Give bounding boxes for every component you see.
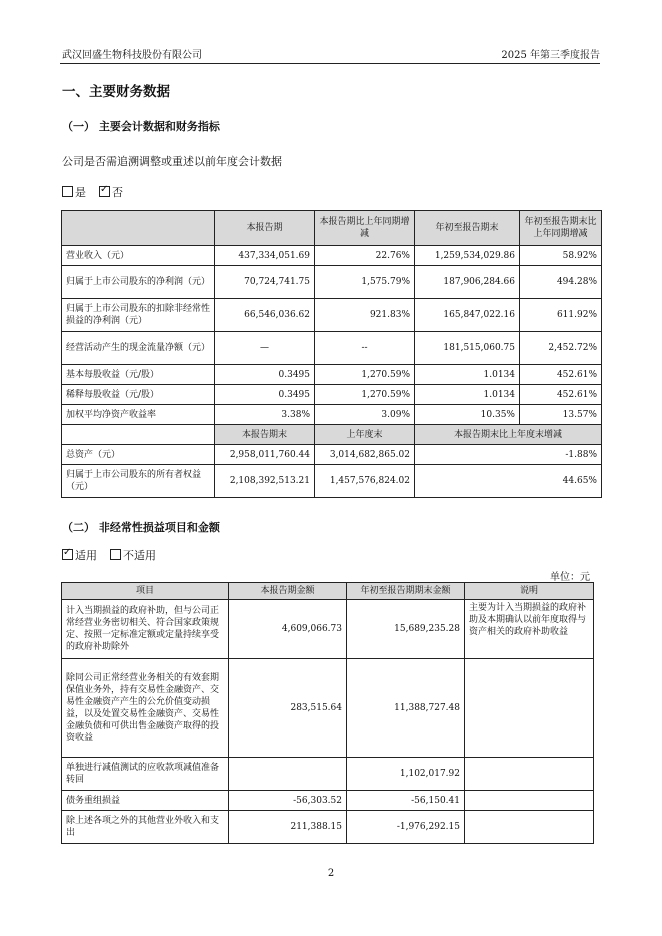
table-cell: 1.0134 [415,365,520,385]
table-header-row [62,211,602,246]
table-cell: 611.92% [520,299,602,332]
column-header [62,425,215,445]
row-label: 债务重组损益 [62,791,229,811]
table-row [62,758,594,791]
table-cell: 3.38% [215,405,315,425]
note-cell [465,811,594,844]
table-cell: 44.65% [415,465,602,498]
note-cell [465,791,594,811]
table-cell: 1,270.59% [315,385,415,405]
column-header: 年初至报告期末 [415,211,520,246]
table-row [62,246,602,266]
table-row [62,332,602,365]
table-row [62,659,594,758]
table-row [62,600,594,659]
table-cell: 2,452.72% [520,332,602,365]
table-cell: 3.09% [315,405,415,425]
table-cell [229,758,347,791]
column-header: 本报告期 [215,211,315,246]
table-cell: 2,958,011,760.44 [215,445,315,465]
table-row [62,445,602,465]
table-cell: -- [315,332,415,365]
applicable-checkbox-checked[interactable] [62,549,73,560]
header-rule [60,63,600,64]
table-row [62,266,602,299]
table-cell: 3,014,682,865.02 [315,445,415,465]
header-report-title: 2025 年第三季度报告 [501,50,600,61]
table-cell: 1,270.59% [315,365,415,385]
financial-data-table [61,210,602,498]
table-cell: 1,259,534,029.86 [415,246,520,266]
table-cell: 283,515.64 [229,659,347,758]
table-cell: — [215,332,315,365]
table-row [62,791,594,811]
header-company: 武汉回盛生物科技股份有限公司 [62,50,202,61]
table-cell: 165,847,022.16 [415,299,520,332]
table-row [62,365,602,385]
table-cell: 22.76% [315,246,415,266]
unit-label: 单位：元 [550,572,590,583]
table-cell: 15,689,235.28 [347,600,465,659]
row-label: 总资产（元） [62,445,215,465]
column-header: 年初至报告期末比上年同期增减 [520,211,602,246]
section-title: 一、主要财务数据 [62,84,170,100]
column-header: 年初至报告期期末金额 [347,583,465,600]
row-label: 除上述各项之外的其他营业外收入和支出 [62,811,229,844]
table-cell: 921.83% [315,299,415,332]
table-cell: 187,906,284.66 [415,266,520,299]
table-cell: 66,546,036.62 [215,299,315,332]
table-cell: 1,575.79% [315,266,415,299]
table-cell: -56,303.52 [229,791,347,811]
table-cell: 181,515,060.75 [415,332,520,365]
column-header: 本报告期比上年同期增减 [315,211,415,246]
table-cell: 70,724,741.75 [215,266,315,299]
applicability-options [62,547,156,563]
table-cell: 10.35% [415,405,520,425]
row-label: 归属于上市公司股东的所有者权益（元） [62,465,215,498]
column-header: 上年度末 [315,425,415,445]
subsection-1-title: （一） 主要会计数据和财务指标 [62,120,220,133]
row-label: 归属于上市公司股东的净利润（元） [62,266,215,299]
applicable-label: 适用 [75,549,97,562]
table-cell: 4,609,066.73 [229,600,347,659]
table-cell: 58.92% [520,246,602,266]
yes-checkbox[interactable] [62,186,73,197]
table-cell: 11,388,727.48 [347,659,465,758]
table-cell: -56,150.41 [347,791,465,811]
table-header-row [62,425,602,445]
row-label: 单独进行减值测试的应收款项减值准备转回 [62,758,229,791]
column-header [62,211,215,246]
column-header: 说明 [465,583,594,600]
column-header: 项目 [62,583,229,600]
subsection-2-title: （二） 非经常性损益项目和金额 [62,521,220,534]
row-label: 经营活动产生的现金流量净额（元） [62,332,215,365]
table-cell: 0.3495 [215,365,315,385]
non-recurring-items-table [61,582,594,844]
column-header: 本报告期末 [215,425,315,445]
row-label: 计入当期损益的政府补助，但与公司正常经营业务密切相关、符合国家政策规定、按照一定标准定额或定量持续享受的政府补助除外 [62,600,229,659]
table-cell: 437,334,051.69 [215,246,315,266]
restatement-question: 公司是否需追溯调整或重述以前年度会计数据 [62,155,282,168]
row-label: 除同公司正常经营业务相关的有效套期保值业务外，持有交易性金融资产、交易性金融资产产生的公允价值变动损益，以及处置交易性金融资产、交易性金融负债和可供出售金融资产取得的投资收益 [62,659,229,758]
yes-label: 是 [75,186,86,199]
table-row [62,465,602,498]
table-row [62,405,602,425]
row-label: 基本每股收益（元/股） [62,365,215,385]
note-cell [465,659,594,758]
table-cell: -1.88% [415,445,602,465]
page-number: 2 [327,868,335,879]
table-row [62,385,602,405]
note-cell: 主要为计入当期损益的政府补助及本期确认以前年度取得与资产相关的政府补助收益 [465,600,594,659]
not-applicable-label: 不适用 [123,549,156,562]
row-label: 营业收入（元） [62,246,215,266]
table-cell: -1,976,292.15 [347,811,465,844]
table-cell: 494.28% [520,266,602,299]
table-cell: 452.61% [520,365,602,385]
table-cell: 2,108,392,513.21 [215,465,315,498]
table-header-row [62,583,594,600]
no-label: 否 [112,186,123,199]
table-cell: 452.61% [520,385,602,405]
table-cell: 1.0134 [415,385,520,405]
row-label: 加权平均净资产收益率 [62,405,215,425]
table-cell: 1,102,017.92 [347,758,465,791]
note-cell [465,758,594,791]
table-cell: 1,457,576,824.02 [315,465,415,498]
not-applicable-checkbox[interactable] [110,549,121,560]
table-cell: 0.3495 [215,385,315,405]
column-header: 本报告期末比上年度末增减 [415,425,602,445]
restatement-options [62,184,123,200]
row-label: 归属于上市公司股东的扣除非经常性损益的净利润（元） [62,299,215,332]
row-label: 稀释每股收益（元/股） [62,385,215,405]
table-cell: 211,388.15 [229,811,347,844]
table-row [62,811,594,844]
no-checkbox-checked[interactable] [99,186,110,197]
table-row [62,299,602,332]
column-header: 本报告期金额 [229,583,347,600]
table-cell: 13.57% [520,405,602,425]
